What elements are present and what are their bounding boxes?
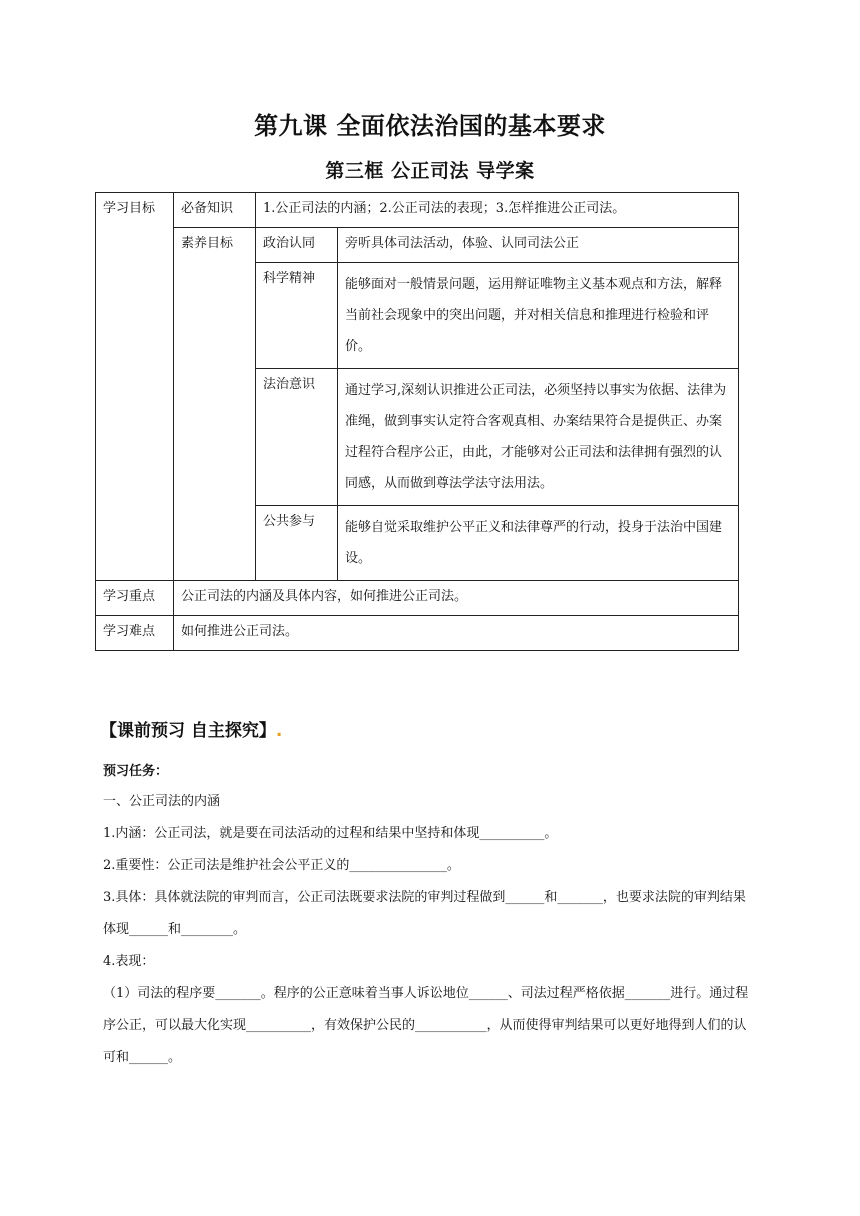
goal-content-law: 通过学习,深刻认识推进公正司法，必须坚持以事实为依据、法律为准绳，做到事实认定符合客观真相、办案结果符合是提供正、办案过程符合程序公正，由此，才能够对公正司法和法律拥有强烈的认同感，从而做到尊法学法守法用法。 (338, 369, 739, 506)
essential-knowledge-label: 必备知识 (174, 193, 256, 228)
preview-task-body (103, 786, 758, 1074)
goal-label-public: 公共参与 (256, 506, 338, 581)
text-line-procedure: （1）司法的程序要_______。程序的公正意味着当事人诉讼地位______、司法过程严格依据_______进行。通过程序公正，可以最大化实现__________，有效保护公民的___________，从而使得审判结果可以更好地得到人们的认可和______。 (103, 986, 749, 1065)
preview-section-title-text: 【课前预习 自主探究】 (100, 721, 276, 741)
text-line-specifics: 3.具体：具体就法院的审判而言，公正司法既要求法院的审判过程做到______和_______，也要求法院的审判结果体现______和________。 (103, 890, 746, 937)
learning-goals-table (95, 192, 739, 651)
goal-content-political: 旁听具体司法活动，体验、认同司法公正 (338, 228, 739, 263)
text-line-definition: 1.内涵：公正司法，就是要在司法活动的过程和结果中坚持和体现__________。 (103, 826, 558, 841)
table-row (96, 581, 739, 616)
lesson-title: 第九课 全面依法治国的基本要求 (254, 112, 606, 140)
literacy-goals-label: 素养目标 (174, 228, 256, 581)
difficult-points-content: 如何推进公正司法。 (174, 616, 739, 651)
text-line-importance: 2.重要性：公正司法是维护社会公平正义的_______________。 (103, 858, 460, 873)
goal-label-political: 政治认同 (256, 228, 338, 263)
table-row (96, 193, 739, 228)
section-title-dot: . (275, 721, 283, 741)
learning-goals-label: 学习目标 (96, 193, 174, 581)
key-points-label: 学习重点 (96, 581, 174, 616)
table-row (96, 228, 739, 263)
essential-knowledge-content: 1.公正司法的内涵；2.公正司法的表现；3.怎样推进公正司法。 (256, 193, 739, 228)
goal-label-law: 法治意识 (256, 369, 338, 506)
text-line-manifestation: 4.表现： (103, 954, 155, 969)
section-subtitle: 第三框 公正司法 导学案 (325, 160, 535, 182)
goal-label-science: 科学精神 (256, 263, 338, 369)
preview-section-title (100, 716, 282, 741)
goal-content-public: 能够自觉采取维护公平正义和法律尊严的行动，投身于法治中国建设。 (338, 506, 739, 581)
preview-task-title: 预习任务： (103, 764, 169, 779)
key-points-content: 公正司法的内涵及具体内容，如何推进公正司法。 (174, 581, 739, 616)
text-line-heading: 一、公正司法的内涵 (103, 794, 221, 809)
goal-content-science: 能够面对一般情景问题，运用辩证唯物主义基本观点和方法，解释当前社会现象中的突出问题，并对相关信息和推理进行检验和评价。 (338, 263, 739, 369)
table-row (96, 616, 739, 651)
difficult-points-label: 学习难点 (96, 616, 174, 651)
